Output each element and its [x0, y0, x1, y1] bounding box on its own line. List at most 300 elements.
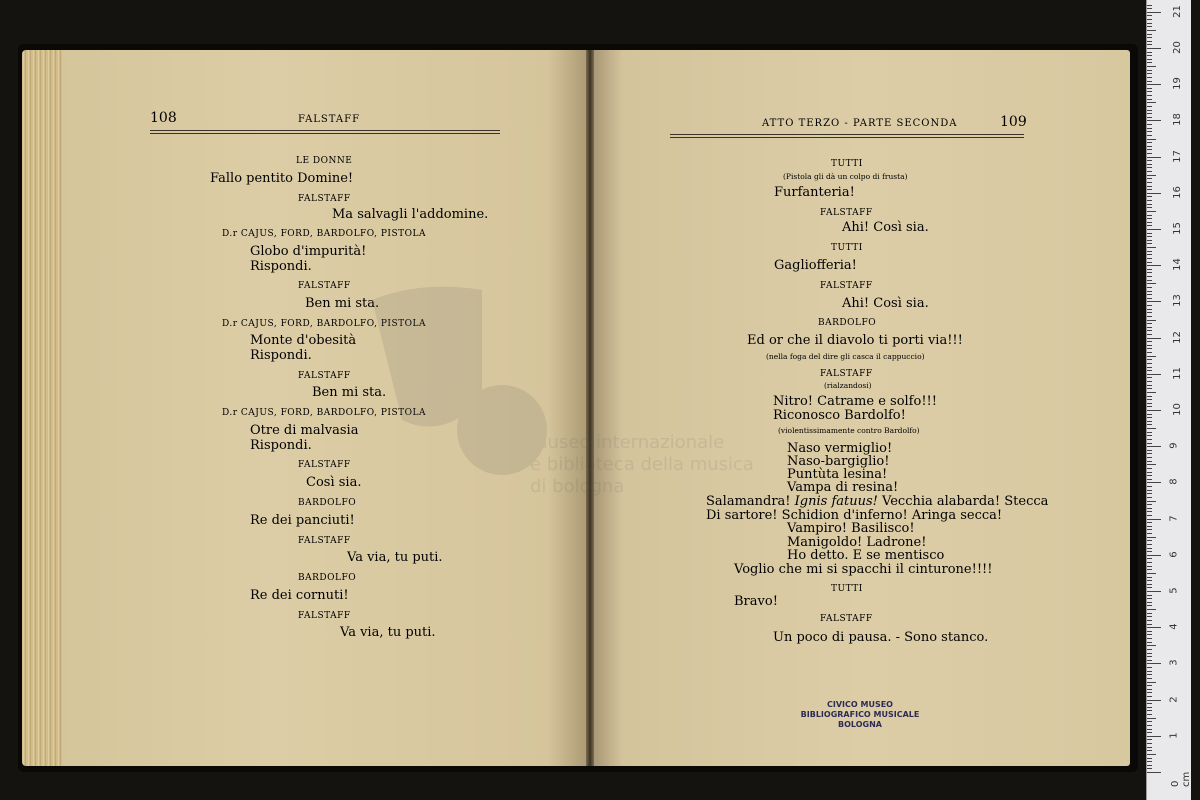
ruler-tick — [1147, 113, 1152, 114]
ruler-tick — [1147, 385, 1152, 386]
ruler-tick — [1147, 718, 1156, 719]
ruler-tick — [1147, 388, 1152, 389]
ruler-tick — [1147, 287, 1152, 288]
speaker-heading: FALSTAFF — [298, 281, 351, 291]
verse-line: Di sartore! Schidion d'inferno! Aringa secca! — [706, 508, 1003, 523]
ruler-tick — [1147, 211, 1156, 212]
ruler-tick — [1147, 222, 1152, 223]
verse-line: Bravo! — [734, 594, 778, 609]
ruler-tick — [1147, 309, 1152, 310]
ruler-tick — [1147, 424, 1152, 425]
ruler-tick — [1147, 124, 1152, 125]
speaker-heading: FALSTAFF — [298, 194, 351, 204]
stamp-line: BIBLIOGRAFICO MUSICALE — [800, 710, 920, 719]
ruler-tick — [1147, 251, 1152, 252]
ruler-tick — [1147, 117, 1152, 118]
speaker-heading: FALSTAFF — [820, 208, 873, 218]
ruler-tick — [1147, 577, 1152, 578]
ruler-tick — [1147, 765, 1152, 766]
ruler-tick — [1147, 533, 1152, 534]
ruler-tick — [1147, 19, 1152, 20]
ruler-tick — [1147, 146, 1152, 147]
ruler-tick — [1147, 457, 1152, 458]
ruler-tick — [1147, 298, 1152, 299]
ruler-tick — [1147, 464, 1156, 465]
ruler-tick — [1147, 519, 1161, 520]
ruler-tick — [1147, 689, 1152, 690]
ruler-tick — [1147, 338, 1161, 339]
ruler-tick — [1147, 128, 1152, 129]
ruler-number: 5 — [1168, 587, 1180, 594]
ruler-tick — [1147, 396, 1152, 397]
ruler-tick — [1147, 435, 1152, 436]
ruler-tick — [1147, 160, 1152, 161]
ruler-tick — [1147, 363, 1152, 364]
ruler-tick — [1147, 106, 1152, 107]
ruler-tick — [1147, 685, 1152, 686]
ruler-tick — [1147, 8, 1152, 9]
ruler-tick — [1147, 265, 1161, 266]
speaker-heading: FALSTAFF — [820, 369, 873, 379]
speaker-heading: D.r CAJUS, FORD, BARDOLFO, PISTOLA — [222, 319, 426, 329]
ruler-tick — [1147, 605, 1152, 606]
ruler-tick — [1147, 645, 1156, 646]
ruler-tick — [1147, 189, 1152, 190]
ruler-tick — [1147, 638, 1152, 639]
ruler-tick — [1147, 569, 1152, 570]
ruler-tick — [1147, 95, 1152, 96]
ruler-tick — [1147, 642, 1152, 643]
ruler-number: 18 — [1171, 113, 1183, 127]
ruler-tick — [1147, 178, 1152, 179]
ruler-number: 15 — [1171, 222, 1183, 235]
ruler-tick — [1147, 233, 1152, 234]
ruler-number: 13 — [1171, 294, 1183, 308]
ruler-tick — [1147, 522, 1152, 523]
ruler-tick — [1147, 399, 1152, 400]
ruler-tick — [1147, 258, 1152, 259]
ruler-tick — [1147, 758, 1152, 759]
ruler-tick — [1147, 772, 1161, 773]
stage-direction: (Pistola gli dà un colpo di frusta) — [783, 172, 908, 181]
ruler-tick — [1147, 649, 1152, 650]
ruler-tick — [1147, 30, 1156, 31]
ruler-tick — [1147, 490, 1152, 491]
ruler-tick — [1147, 493, 1152, 494]
ruler-number: 3 — [1168, 659, 1180, 667]
speaker-heading: BARDOLFO — [298, 573, 357, 583]
speaker-heading: FALSTAFF — [820, 614, 873, 624]
ruler-tick — [1147, 247, 1156, 248]
ruler-tick — [1147, 743, 1152, 744]
verse-line: Va via, tu puti. — [340, 625, 436, 640]
ruler-tick — [1147, 225, 1152, 226]
verse-line: Monte d'obesità — [250, 333, 357, 348]
speaker-heading: BARDOLFO — [298, 498, 357, 508]
right-header-rule-2 — [670, 137, 1024, 138]
ruler-tick — [1147, 692, 1152, 693]
ruler-tick — [1147, 613, 1152, 614]
ruler-tick — [1147, 236, 1152, 237]
measurement-ruler — [1146, 0, 1191, 800]
ruler-tick — [1147, 721, 1152, 722]
ruler-tick — [1147, 291, 1152, 292]
ruler-tick — [1147, 370, 1152, 371]
ruler-tick — [1147, 414, 1152, 415]
verse-line: Voglio che mi si spacchi il cinturone!!!! — [734, 562, 993, 577]
ruler-tick — [1147, 312, 1152, 313]
ruler-tick — [1147, 511, 1152, 512]
ruler-number: 0 cm — [1170, 771, 1192, 787]
speaker-heading: BARDOLFO — [818, 318, 877, 328]
verse-line: Salamandra! Ignis fatuus! Vecchia alabarda! Stecca — [706, 494, 1049, 509]
ruler-tick — [1147, 26, 1152, 27]
ruler-tick — [1147, 410, 1161, 411]
ruler-tick — [1147, 175, 1156, 176]
ruler-number: 10 — [1171, 403, 1183, 416]
ruler-tick — [1147, 580, 1152, 581]
ruler-tick — [1147, 584, 1152, 585]
speaker-heading: FALSTAFF — [298, 536, 351, 546]
ruler-tick — [1147, 725, 1152, 726]
ruler-tick — [1147, 215, 1152, 216]
ruler-tick — [1147, 66, 1156, 67]
ruler-number: 11 — [1171, 366, 1183, 380]
verse-line: Manigoldo! Ladrone! — [787, 535, 927, 550]
ruler-tick — [1147, 44, 1152, 45]
ruler-tick — [1147, 482, 1161, 483]
ruler-tick — [1147, 356, 1156, 357]
speaker-heading: FALSTAFF — [820, 281, 873, 291]
ruler-tick — [1147, 710, 1152, 711]
ruler-tick — [1147, 218, 1152, 219]
ruler-tick — [1147, 182, 1152, 183]
ruler-tick — [1147, 81, 1152, 82]
speaker-heading: D.r CAJUS, FORD, BARDOLFO, PISTOLA — [222, 229, 426, 239]
ruler-tick — [1147, 262, 1152, 263]
ruler-number: 16 — [1171, 185, 1183, 199]
ruler-tick — [1147, 157, 1161, 158]
ruler-tick — [1147, 573, 1156, 574]
verse-line: Ben mi sta. — [305, 296, 380, 311]
ruler-tick — [1147, 196, 1152, 197]
verse-line: Vampiro! Basilisco! — [787, 521, 915, 536]
verse-line: Gagliofferia! — [774, 258, 857, 273]
ruler-tick — [1147, 204, 1152, 205]
ruler-tick — [1147, 558, 1152, 559]
ruler-tick — [1147, 254, 1152, 255]
ruler-tick — [1147, 359, 1152, 360]
ruler-tick — [1147, 164, 1152, 165]
left-header-rule-2 — [150, 133, 500, 134]
ruler-tick — [1147, 678, 1152, 679]
ruler-tick — [1147, 616, 1152, 617]
speaker-heading: TUTTI — [831, 159, 863, 169]
ruler-tick — [1147, 171, 1152, 172]
ruler-tick — [1147, 377, 1152, 378]
ruler-tick — [1147, 70, 1152, 71]
ruler-tick — [1147, 421, 1152, 422]
ruler-tick — [1147, 334, 1152, 335]
speaker-heading: D.r CAJUS, FORD, BARDOLFO, PISTOLA — [222, 408, 426, 418]
verse-line: Così sia. — [306, 475, 362, 490]
stage-direction: (rialzandosi) — [824, 381, 872, 390]
ruler-tick — [1147, 732, 1152, 733]
verse-line: Rispondi. — [250, 348, 312, 363]
ruler-tick — [1147, 305, 1152, 306]
stamp-line: CIVICO MUSEO — [827, 700, 893, 709]
ruler-tick — [1147, 486, 1152, 487]
ruler-tick — [1147, 301, 1161, 302]
ruler-number: 2 — [1168, 695, 1180, 703]
ruler-tick — [1147, 229, 1161, 230]
ruler-tick — [1147, 367, 1152, 368]
ruler-number: 1 — [1168, 732, 1180, 739]
ruler-tick — [1147, 526, 1152, 527]
ruler-tick — [1147, 761, 1152, 762]
right-header-rule — [670, 134, 1024, 135]
ruler-tick — [1147, 135, 1152, 136]
ruler-tick — [1147, 620, 1152, 621]
ruler-tick — [1147, 12, 1161, 13]
verse-line: Re dei cornuti! — [250, 588, 349, 603]
ruler-tick — [1147, 497, 1152, 498]
ruler-tick — [1147, 283, 1156, 284]
ruler-tick — [1147, 537, 1156, 538]
ruler-tick — [1147, 62, 1152, 63]
ruler-tick — [1147, 345, 1152, 346]
page-edges — [22, 50, 62, 766]
ruler-tick — [1147, 193, 1161, 194]
ruler-tick — [1147, 327, 1152, 328]
ruler-tick — [1147, 5, 1152, 6]
ruler-tick — [1147, 729, 1152, 730]
ruler-number: 12 — [1171, 330, 1183, 344]
watermark-line: e biblioteca della musica — [530, 454, 754, 475]
ruler-tick — [1147, 551, 1152, 552]
verse-line: Ed or che il diavolo ti porti via!!! — [747, 333, 963, 348]
ruler-tick — [1147, 316, 1152, 317]
ruler-tick — [1147, 432, 1152, 433]
speaker-heading: FALSTAFF — [298, 611, 351, 621]
stage-direction: (violentissimamente contro Bardolfo) — [778, 426, 920, 435]
verse-line: Ahi! Così sia. — [842, 296, 929, 311]
ruler-tick — [1147, 55, 1152, 56]
ruler-tick — [1147, 34, 1152, 35]
ruler-tick — [1147, 544, 1152, 545]
ruler-tick — [1147, 352, 1152, 353]
ruler-number: 20 — [1171, 41, 1183, 54]
ruler-tick — [1147, 52, 1152, 53]
ruler-tick — [1147, 323, 1152, 324]
ruler-tick — [1147, 200, 1152, 201]
verse-line: Rispondi. — [250, 259, 312, 274]
ruler-tick — [1147, 392, 1156, 393]
ruler-tick — [1147, 472, 1152, 473]
ruler-tick — [1147, 102, 1156, 103]
ruler-tick — [1147, 453, 1152, 454]
verse-line-mixed — [706, 495, 1048, 509]
ruler-number: 19 — [1171, 77, 1183, 91]
watermark — [362, 280, 754, 500]
ruler-tick — [1147, 634, 1152, 635]
stamp-line: BOLOGNA — [838, 720, 882, 729]
ruler-tick — [1147, 186, 1152, 187]
watermark-line: di bologna — [530, 476, 625, 497]
ruler-tick — [1147, 439, 1152, 440]
verse-line: Ho detto. E se mentisco — [787, 548, 945, 563]
ruler-tick — [1147, 269, 1152, 270]
ruler-tick — [1147, 515, 1152, 516]
ruler-tick — [1147, 406, 1152, 407]
speaker-heading: LE DONNE — [296, 156, 353, 166]
ruler-tick — [1147, 501, 1156, 502]
speaker-heading: TUTTI — [831, 243, 863, 253]
ruler-tick — [1147, 381, 1152, 382]
ruler-tick — [1147, 280, 1152, 281]
ruler-tick — [1147, 609, 1156, 610]
ruler-tick — [1147, 15, 1152, 16]
ruler-tick — [1147, 707, 1152, 708]
verse-line: Va via, tu puti. — [347, 550, 443, 565]
ruler-tick — [1147, 110, 1152, 111]
ruler-tick — [1147, 682, 1156, 683]
stage-direction: (nella foga del dire gli casca il cappuccio) — [766, 352, 925, 361]
ruler-number: 4 — [1168, 623, 1180, 630]
ruler-tick — [1147, 548, 1152, 549]
ruler-tick — [1147, 23, 1152, 24]
verse-line: Rispondi. — [250, 438, 312, 453]
ruler-tick — [1147, 595, 1152, 596]
ruler-tick — [1147, 403, 1152, 404]
ruler-tick — [1147, 348, 1152, 349]
ruler-tick — [1147, 272, 1152, 273]
verse-line: Nitro! Catrame e solfo!!! — [773, 394, 937, 409]
verse-line: Ahi! Così sia. — [842, 220, 929, 235]
watermark-line: museo internazionale — [530, 432, 725, 453]
ruler-tick — [1147, 504, 1152, 505]
speaker-heading: FALSTAFF — [298, 371, 351, 381]
verse-line: Re dei panciuti! — [250, 513, 355, 528]
ruler-number: 8 — [1168, 478, 1180, 486]
verse-line: Naso-bargiglio! — [787, 454, 890, 469]
ruler-tick — [1147, 703, 1152, 704]
ruler-tick — [1147, 341, 1152, 342]
ruler-tick — [1147, 139, 1156, 140]
speaker-heading: TUTTI — [831, 584, 863, 594]
ruler-tick — [1147, 142, 1152, 143]
ruler-tick — [1147, 587, 1152, 588]
ruler-tick — [1147, 59, 1152, 60]
left-page-number: 108 — [150, 110, 177, 126]
ruler-tick — [1147, 479, 1152, 480]
verse-line: Furfanteria! — [774, 185, 855, 200]
ruler-tick — [1147, 736, 1161, 737]
ruler-tick — [1147, 566, 1152, 567]
ruler-tick — [1147, 84, 1161, 85]
ruler-number: 17 — [1171, 149, 1183, 163]
ruler-tick — [1147, 674, 1152, 675]
ruler-tick — [1147, 240, 1152, 241]
ruler-tick — [1147, 747, 1152, 748]
ruler-tick — [1147, 428, 1156, 429]
verse-line: Naso vermiglio! — [787, 441, 893, 456]
ruler-tick — [1147, 591, 1161, 592]
ruler-tick — [1147, 443, 1152, 444]
verse-line: Un poco di pausa. - Sono stanco. — [773, 630, 989, 645]
ruler-tick — [1147, 294, 1152, 295]
ruler-tick — [1147, 714, 1152, 715]
ruler-tick — [1147, 631, 1152, 632]
ruler-tick — [1147, 653, 1152, 654]
verse-line: Otre di malvasia — [250, 423, 359, 438]
verse-line: Ma salvagli l'addomine. — [332, 207, 489, 222]
ruler-tick — [1147, 149, 1152, 150]
ruler-tick — [1147, 696, 1152, 697]
library-stamp — [800, 700, 920, 730]
ruler-tick — [1147, 73, 1152, 74]
ruler-tick — [1147, 99, 1152, 100]
ruler-number: 21 — [1171, 4, 1183, 18]
ruler-tick — [1147, 555, 1161, 556]
ruler-tick — [1147, 88, 1152, 89]
ruler-tick — [1147, 562, 1152, 563]
ruler-tick — [1147, 446, 1161, 447]
ruler-tick — [1147, 700, 1161, 701]
ruler-tick — [1147, 656, 1152, 657]
ruler-number: 7 — [1168, 514, 1180, 522]
ruler-tick — [1147, 48, 1161, 49]
ruler-number: 9 — [1168, 442, 1180, 449]
ruler-tick — [1147, 739, 1152, 740]
ruler-tick — [1147, 750, 1152, 751]
ruler-tick — [1147, 207, 1152, 208]
verse-line: Globo d'impurità! — [250, 244, 367, 259]
ruler-tick — [1147, 167, 1152, 168]
verse-line: Vampa di resina! — [787, 480, 899, 495]
ruler-tick — [1147, 671, 1152, 672]
ruler-tick — [1147, 508, 1152, 509]
ruler-tick — [1147, 131, 1152, 132]
ruler-tick — [1147, 91, 1152, 92]
ruler-tick — [1147, 330, 1152, 331]
ruler-number: 6 — [1168, 551, 1180, 558]
ruler-tick — [1147, 41, 1152, 42]
ruler-tick — [1147, 468, 1152, 469]
speaker-heading: FALSTAFF — [298, 460, 351, 470]
ruler-tick — [1147, 417, 1152, 418]
left-running-head: FALSTAFF — [298, 114, 361, 125]
ruler-number: 14 — [1171, 258, 1183, 272]
right-running-head: ATTO TERZO - PARTE SECONDA — [762, 118, 958, 129]
ruler-tick — [1147, 602, 1152, 603]
right-page-number: 109 — [1000, 114, 1027, 130]
ruler-tick — [1147, 77, 1152, 78]
left-header-rule — [150, 130, 500, 131]
ruler-tick — [1147, 153, 1152, 154]
ruler-tick — [1147, 374, 1161, 375]
ruler-tick — [1147, 120, 1161, 121]
verse-line: Ben mi sta. — [312, 385, 387, 400]
ruler-tick — [1147, 754, 1156, 755]
ruler-tick — [1147, 461, 1152, 462]
verse-line: Riconosco Bardolfo! — [773, 408, 906, 423]
ruler-tick — [1147, 475, 1152, 476]
verse-line: Puntùta lesina! — [787, 467, 888, 482]
ruler-tick — [1147, 540, 1152, 541]
verse-line: Fallo pentito Domine! — [210, 171, 354, 186]
ruler-tick — [1147, 598, 1152, 599]
